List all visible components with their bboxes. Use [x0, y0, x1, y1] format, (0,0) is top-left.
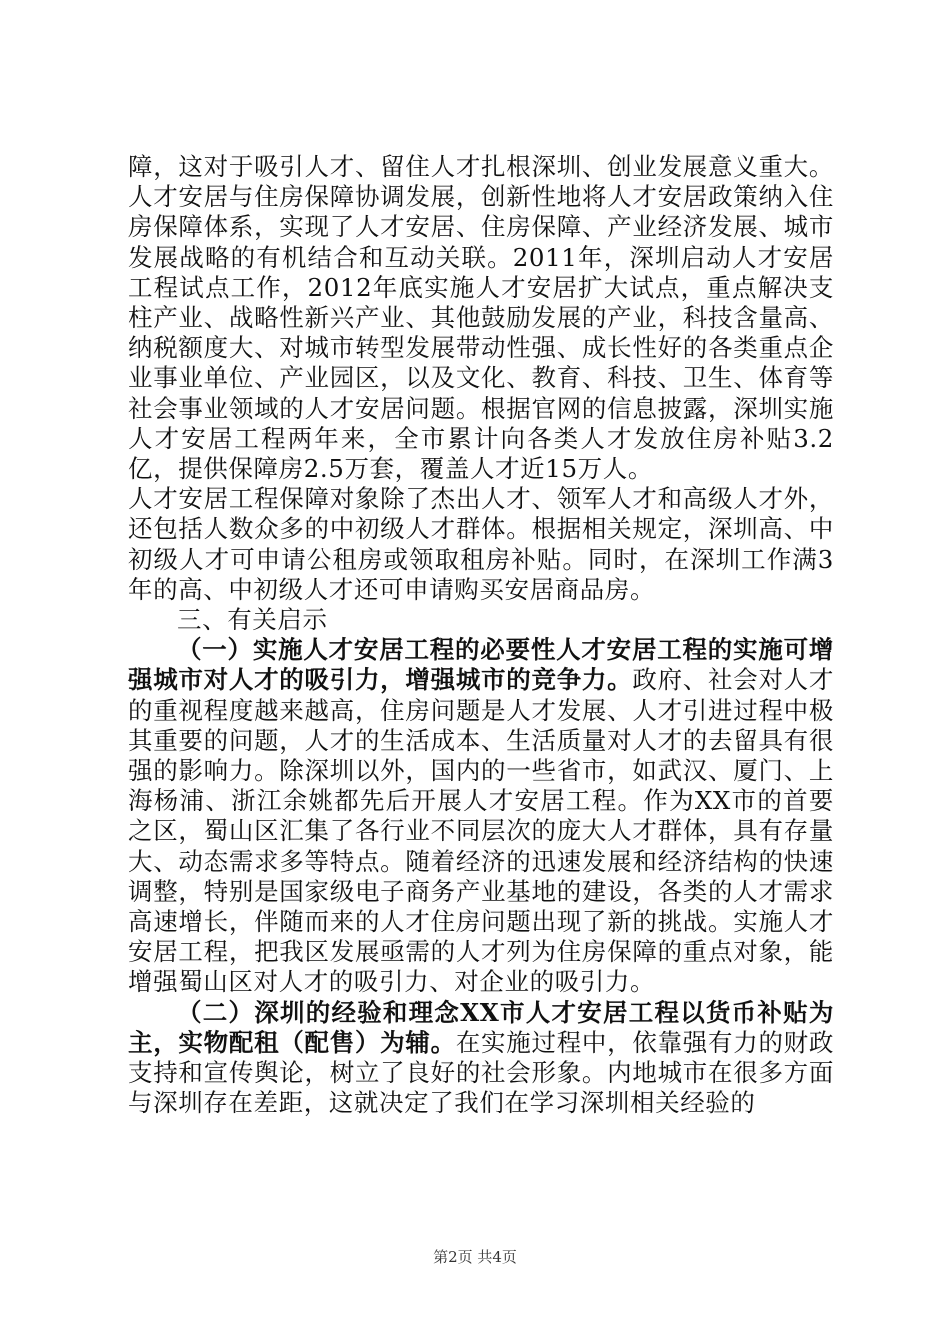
subsection-experience-body: 在实施过程中，依靠强有力的财政支持和宣传舆论，树立了良好的社会形象。内地城市在很多方面与深圳存在差距，这就决定了我们在学习深圳相关经验的	[128, 1027, 834, 1118]
subsection-experience-lead: （二）深圳的经验和理念XX市人才安居工程以货币补贴为主，实物配租（配售）为辅。	[128, 997, 834, 1057]
paragraph-housing-policy: 障，这对于吸引人才、留住人才扎根深圳、创业发展意义重大。人才安居与住房保障协调发展，创新性地将人才安居政策纳入住房保障体系，实现了人才安居、住房保障、产业经济发展、城市发展战略的有机结合和互动关联。2011年，深圳启动人才安居工程试点工作，2012年底实施人才安居扩大试点，重点解决支柱产业、战略性新兴产业、其他鼓励发展的产业，科技含量高、纳税额度大、对城市转型发展带动性强、成长性好的各类重点企业事业单位、产业园区，以及文化、教育、科技、卫生、体育等社会事业领域的人才安居问题。根据官网的信息披露，深圳实施人才安居工程两年来，全市累计向各类人才发放住房补贴3.2亿，提供保障房2.5万套，覆盖人才近15万人。	[128, 152, 834, 484]
subsection-necessity-body: 政府、社会对人才的重视程度越来越高，住房问题是人才发展、人才引进过程中极其重要的问题，人才的生活成本、生活质量对人才的去留具有很强的影响力。除深圳以外，国内的一些省市，如武汉、厦门、上海杨浦、浙江余姚都先后开展人才安居工程。作为XX市的首要之区，蜀山区汇集了各行业不同层次的庞大人才群体，具有存量大、动态需求多等特点。随着经济的迅速发展和经济结构的快速调整，特别是国家级电子商务产业基地的建设，各类的人才需求高速增长，伴随而来的人才住房问题出现了新的挑战。实施人才安居工程，把我区发展亟需的人才列为住房保障的重点对象，能增强蜀山区对人才的吸引力、对企业的吸引力。	[128, 665, 834, 997]
page-footer: 第2页 共4页	[433, 1248, 517, 1266]
document-body	[128, 152, 834, 1119]
section-heading: 三、有关启示	[177, 605, 328, 635]
paragraph-housing-eligibility: 人才安居工程保障对象除了杰出人才、领军人才和高级人才外，还包括人数众多的中初级人才群体。根据相关规定，深圳高、中初级人才可申请公租房或领取租房补贴。同时，在深圳工作满3年的高、中初级人才还可申请购买安居商品房。	[128, 484, 834, 604]
subsection-experience	[128, 998, 834, 1119]
subsection-necessity-lead: （一）实施人才安居工程的必要性人才安居工程的实施可增强城市对人才的吸引力，增强城市的竞争力。	[128, 635, 834, 695]
subsection-necessity	[128, 635, 834, 997]
